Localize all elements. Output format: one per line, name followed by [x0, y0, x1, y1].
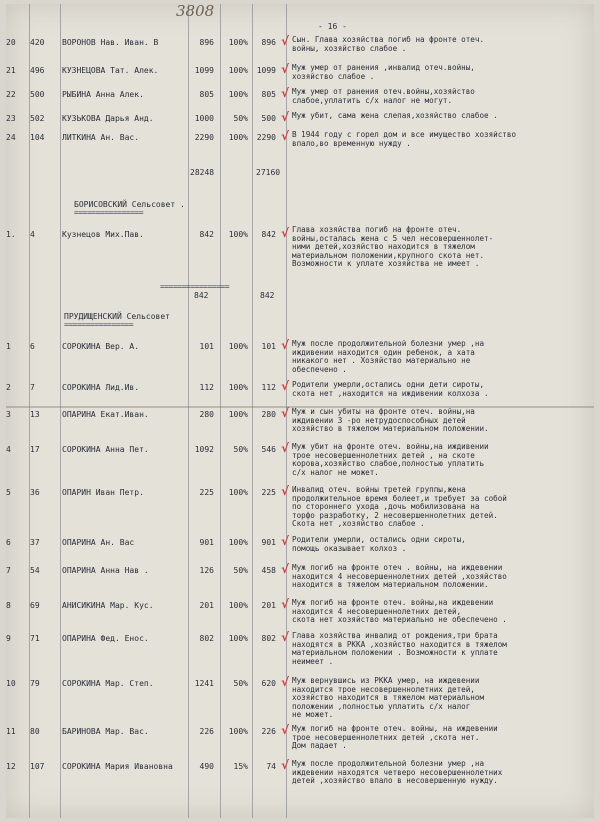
check-mark: √ — [281, 110, 290, 124]
row-id: 7 — [30, 383, 35, 392]
row-sum: 1099 — [194, 66, 214, 75]
row-note: В 1944 году с горел дом и все имущество хозяйство впало,во временную нужду . — [292, 131, 517, 148]
row-percent: 100% — [228, 727, 248, 736]
check-mark: √ — [281, 675, 290, 689]
row-id: 420 — [30, 38, 45, 47]
row-id: 80 — [30, 727, 40, 736]
check-mark: √ — [281, 630, 290, 644]
row-number: 21 — [6, 66, 16, 75]
section-total-sum: 842 — [194, 291, 209, 300]
row-number: 5 — [6, 488, 11, 497]
row-sum: 1092 — [194, 445, 214, 454]
check-mark: √ — [281, 34, 290, 48]
row-paid: 74 — [266, 762, 276, 771]
row-name: ВОРОНОВ Нав. Иван. В — [62, 38, 159, 47]
row-id: 69 — [30, 601, 40, 610]
row-paid: 112 — [261, 383, 276, 392]
row-id: 71 — [30, 634, 40, 643]
row-percent: 50% — [233, 566, 248, 575]
row-percent: 100% — [228, 66, 248, 75]
row-number: 23 — [6, 114, 16, 123]
check-mark: √ — [281, 534, 290, 548]
row-name: ОПАРИНА Екат.Иван. — [62, 410, 149, 419]
row-paid: 546 — [261, 445, 276, 454]
row-name: КУЗЬКОВА Дарья Анд. — [62, 114, 154, 123]
row-id: 79 — [30, 679, 40, 688]
row-paid: 280 — [261, 410, 276, 419]
check-mark: √ — [281, 62, 290, 76]
row-id: 500 — [30, 90, 45, 99]
row-name: ОПАРИНА Ан. Вас — [62, 538, 135, 547]
row-number: 20 — [6, 38, 16, 47]
row-note: Муж умер от ранения ,инвалид отеч.войны, хозяйство слабое . — [292, 64, 475, 81]
check-mark: √ — [281, 379, 290, 393]
row-note: Муж погиб на фронте отеч . войны, на иждевении находится 4 несовершеннолетних детей ,хозяйство находится в тяжелом материальном положении. — [292, 564, 507, 590]
row-sum: 802 — [199, 634, 214, 643]
row-percent: 100% — [228, 488, 248, 497]
row-name: АНИСИКИНА Мар. Кус. — [62, 601, 154, 610]
row-number: 10 — [6, 679, 16, 688]
row-name: СОРОКИНА Вер. А. — [62, 342, 140, 351]
row-paid: 802 — [261, 634, 276, 643]
row-id: 17 — [30, 445, 40, 454]
check-mark: √ — [281, 484, 290, 498]
row-name: КУЗНЕЦОВА Тат. Алек. — [62, 66, 159, 75]
column-divider — [60, 4, 61, 818]
row-paid: 2290 — [256, 133, 276, 142]
row-number: 4 — [6, 445, 11, 454]
row-sum: 201 — [199, 601, 214, 610]
row-id: 4 — [30, 230, 35, 239]
row-id: 107 — [30, 762, 45, 771]
row-name: Кузнецов Мих.Пав. — [62, 230, 144, 239]
row-note: Родители умерли,остались одни дети сироты, скота нет ,находится на иждивении колхоза . — [292, 381, 489, 398]
check-mark: √ — [281, 758, 290, 772]
row-name: ОПАРИН Иван Петр. — [62, 488, 144, 497]
row-name: СОРОКИНА Мар. Степ. — [62, 679, 154, 688]
check-mark: √ — [281, 86, 290, 100]
row-sum: 805 — [199, 90, 214, 99]
row-note: Инвалид отеч. войны третей группы,жена продолжительное время болеет,и требует за собой по стороннего ухода ,дочь мобилизована на торфо разработку, 2 несовершеннолетних детей. Скота нет ,хозяйство слабое . — [292, 486, 507, 529]
row-id: 36 — [30, 488, 40, 497]
row-paid: 225 — [261, 488, 276, 497]
row-number: 8 — [6, 601, 11, 610]
row-note: Сын. Глава хозяйства погиб на фронте отеч. войны, хозяйство слабое . — [292, 36, 485, 53]
row-paid: 500 — [261, 114, 276, 123]
row-note: Муж умер от ранения отеч.войны,хозяйство слабое,уплатить с/х налог не могут. — [292, 88, 475, 105]
check-mark: √ — [281, 129, 290, 143]
row-name: ЛИТКИНА Ан. Вас. — [62, 133, 140, 142]
row-percent: 50% — [233, 679, 248, 688]
row-percent: 100% — [228, 601, 248, 610]
row-name: БАРИНОВА Мар. Вас. — [62, 727, 149, 736]
row-percent: 100% — [228, 410, 248, 419]
row-name: СОРОКИНА Анна Пет. — [62, 445, 149, 454]
row-name: ОПАРИНА Анна Нав . — [62, 566, 149, 575]
row-percent: 100% — [228, 634, 248, 643]
check-mark: √ — [281, 441, 290, 455]
heading-underline: ================ — [64, 320, 134, 329]
row-number: 7 — [6, 566, 11, 575]
check-mark: √ — [281, 406, 290, 420]
handwritten-page-number: 3808 — [176, 2, 215, 20]
row-note: Муж погиб на фронте отеч. войны,на иждевении находится 4 несовершеннолетних детей, скота нет хозяйство материально не обеспечено . — [292, 599, 507, 625]
row-number: 1 — [6, 342, 11, 351]
section-heading: БОРИСОВСКИЙ Сельсовет . — [74, 200, 185, 209]
row-paid: 805 — [261, 90, 276, 99]
row-sum: 226 — [199, 727, 214, 736]
row-note: Муж убит, сама жена слепая,хозяйство слабое . — [292, 112, 498, 120]
row-note: Муж погиб на фронте отеч. войны, на иждевении трое несовершеннолетних детей ,скота нет. Дом падает . — [292, 725, 498, 751]
section-total-paid: 27160 — [256, 168, 281, 177]
row-percent: 15% — [233, 762, 248, 771]
row-paid: 620 — [261, 679, 276, 688]
row-percent: 100% — [228, 90, 248, 99]
row-id: 6 — [30, 342, 35, 351]
row-note: Глава хозяйства инвалид от рождения,три брата находятся в РККА ,хозяйство находится в тяжелом материальном положении . Возможности к уплате неимеет . — [292, 632, 507, 666]
section-total-sum: 28248 — [190, 168, 215, 177]
row-note: Муж убит на фронте отеч. войны,на иждивении трое несовершеннолетних детей , на скоте корова,хозяйство слабое,полностью уплатить с/х налог не может. — [292, 443, 489, 477]
row-percent: 100% — [228, 133, 248, 142]
row-number: 22 — [6, 90, 16, 99]
row-paid: 226 — [261, 727, 276, 736]
section-heading: ПРУДИЩЕНСКИЙ Сельсовет — [64, 312, 170, 321]
row-number: 12 — [6, 762, 16, 771]
row-sum: 101 — [199, 342, 214, 351]
row-number: 11 — [6, 727, 16, 736]
row-name: СОРОКИНА Лид.Ив. — [62, 383, 140, 392]
section-divider: ================ — [160, 282, 230, 291]
row-number: 24 — [6, 133, 16, 142]
check-mark: √ — [281, 226, 290, 240]
row-sum: 1000 — [194, 114, 214, 123]
row-number: 1. — [6, 230, 16, 239]
row-percent: 100% — [228, 230, 248, 239]
row-percent: 50% — [233, 114, 248, 123]
row-percent: 100% — [228, 342, 248, 351]
row-paid: 1099 — [256, 66, 276, 75]
row-note: Муж после продолжительной болезни умер ,на иждевении находятся четверо несовершеннолетних детей ,хозяйство впало в несовершенную нужду. — [292, 760, 503, 786]
row-note: Родители умерли, остались одни сироты, помощь оказывает колхоз . — [292, 536, 466, 553]
section-total-paid: 842 — [260, 291, 275, 300]
heading-underline: ================ — [74, 208, 144, 217]
row-sum: 112 — [199, 383, 214, 392]
row-number: 9 — [6, 634, 11, 643]
row-id: 37 — [30, 538, 40, 547]
row-percent: 100% — [228, 38, 248, 47]
row-id: 13 — [30, 410, 40, 419]
check-mark: √ — [281, 562, 290, 576]
row-id: 496 — [30, 66, 45, 75]
row-id: 54 — [30, 566, 40, 575]
row-percent: 100% — [228, 383, 248, 392]
row-sum: 1241 — [194, 679, 214, 688]
row-sum: 842 — [199, 230, 214, 239]
row-sum: 901 — [199, 538, 214, 547]
check-mark: √ — [281, 723, 290, 737]
row-paid: 101 — [261, 342, 276, 351]
row-number: 2 — [6, 383, 11, 392]
row-paid: 458 — [261, 566, 276, 575]
row-number: 6 — [6, 538, 11, 547]
row-percent: 50% — [233, 445, 248, 454]
check-mark: √ — [281, 338, 290, 352]
row-paid: 901 — [261, 538, 276, 547]
row-id: 104 — [30, 133, 45, 142]
check-mark: √ — [281, 597, 290, 611]
row-percent: 100% — [228, 538, 248, 547]
row-sum: 2290 — [194, 133, 214, 142]
row-sum: 126 — [199, 566, 214, 575]
row-note: Муж после продолжительной болезни умер ,на иждивении находится один ребенок, а хата никакого нет . Хозяйство материально не обеспечено . — [292, 340, 485, 374]
row-number: 3 — [6, 410, 11, 419]
row-sum: 490 — [199, 762, 214, 771]
row-sum: 225 — [199, 488, 214, 497]
page-number: - 16 - — [318, 22, 347, 31]
row-id: 502 — [30, 114, 45, 123]
row-sum: 280 — [199, 410, 214, 419]
row-name: СОРОКИНА Мария Ивановна — [62, 762, 173, 771]
row-name: РЫБИНА Анна Алек. — [62, 90, 144, 99]
row-sum: 896 — [199, 38, 214, 47]
row-name: ОПАРИНА Фед. Енос. — [62, 634, 149, 643]
row-paid: 842 — [261, 230, 276, 239]
row-note: Муж вернувшись из РККА умер, на иждевении находится трое несовершеннолетних детей, хозяйство находится в тяжелом материальном положении ,полностью уплатить с/х налог не может. — [292, 677, 485, 720]
row-paid: 896 — [261, 38, 276, 47]
row-paid: 201 — [261, 601, 276, 610]
row-note: Муж и сын убиты на фронте отеч. войны,на иждивении 3 -ро нетрудоспособных детей хозяйство в тяжелом материальном положении. — [292, 408, 489, 434]
row-note: Глава хозяйства погиб на фронте отеч. войны,осталась жена с 5 чел несовершеннолет- ними детей,хозяйство находится в тяжелом материальном положении,крупного скота нет. Возможности к уплате хозяйства не имеет . — [292, 226, 494, 269]
